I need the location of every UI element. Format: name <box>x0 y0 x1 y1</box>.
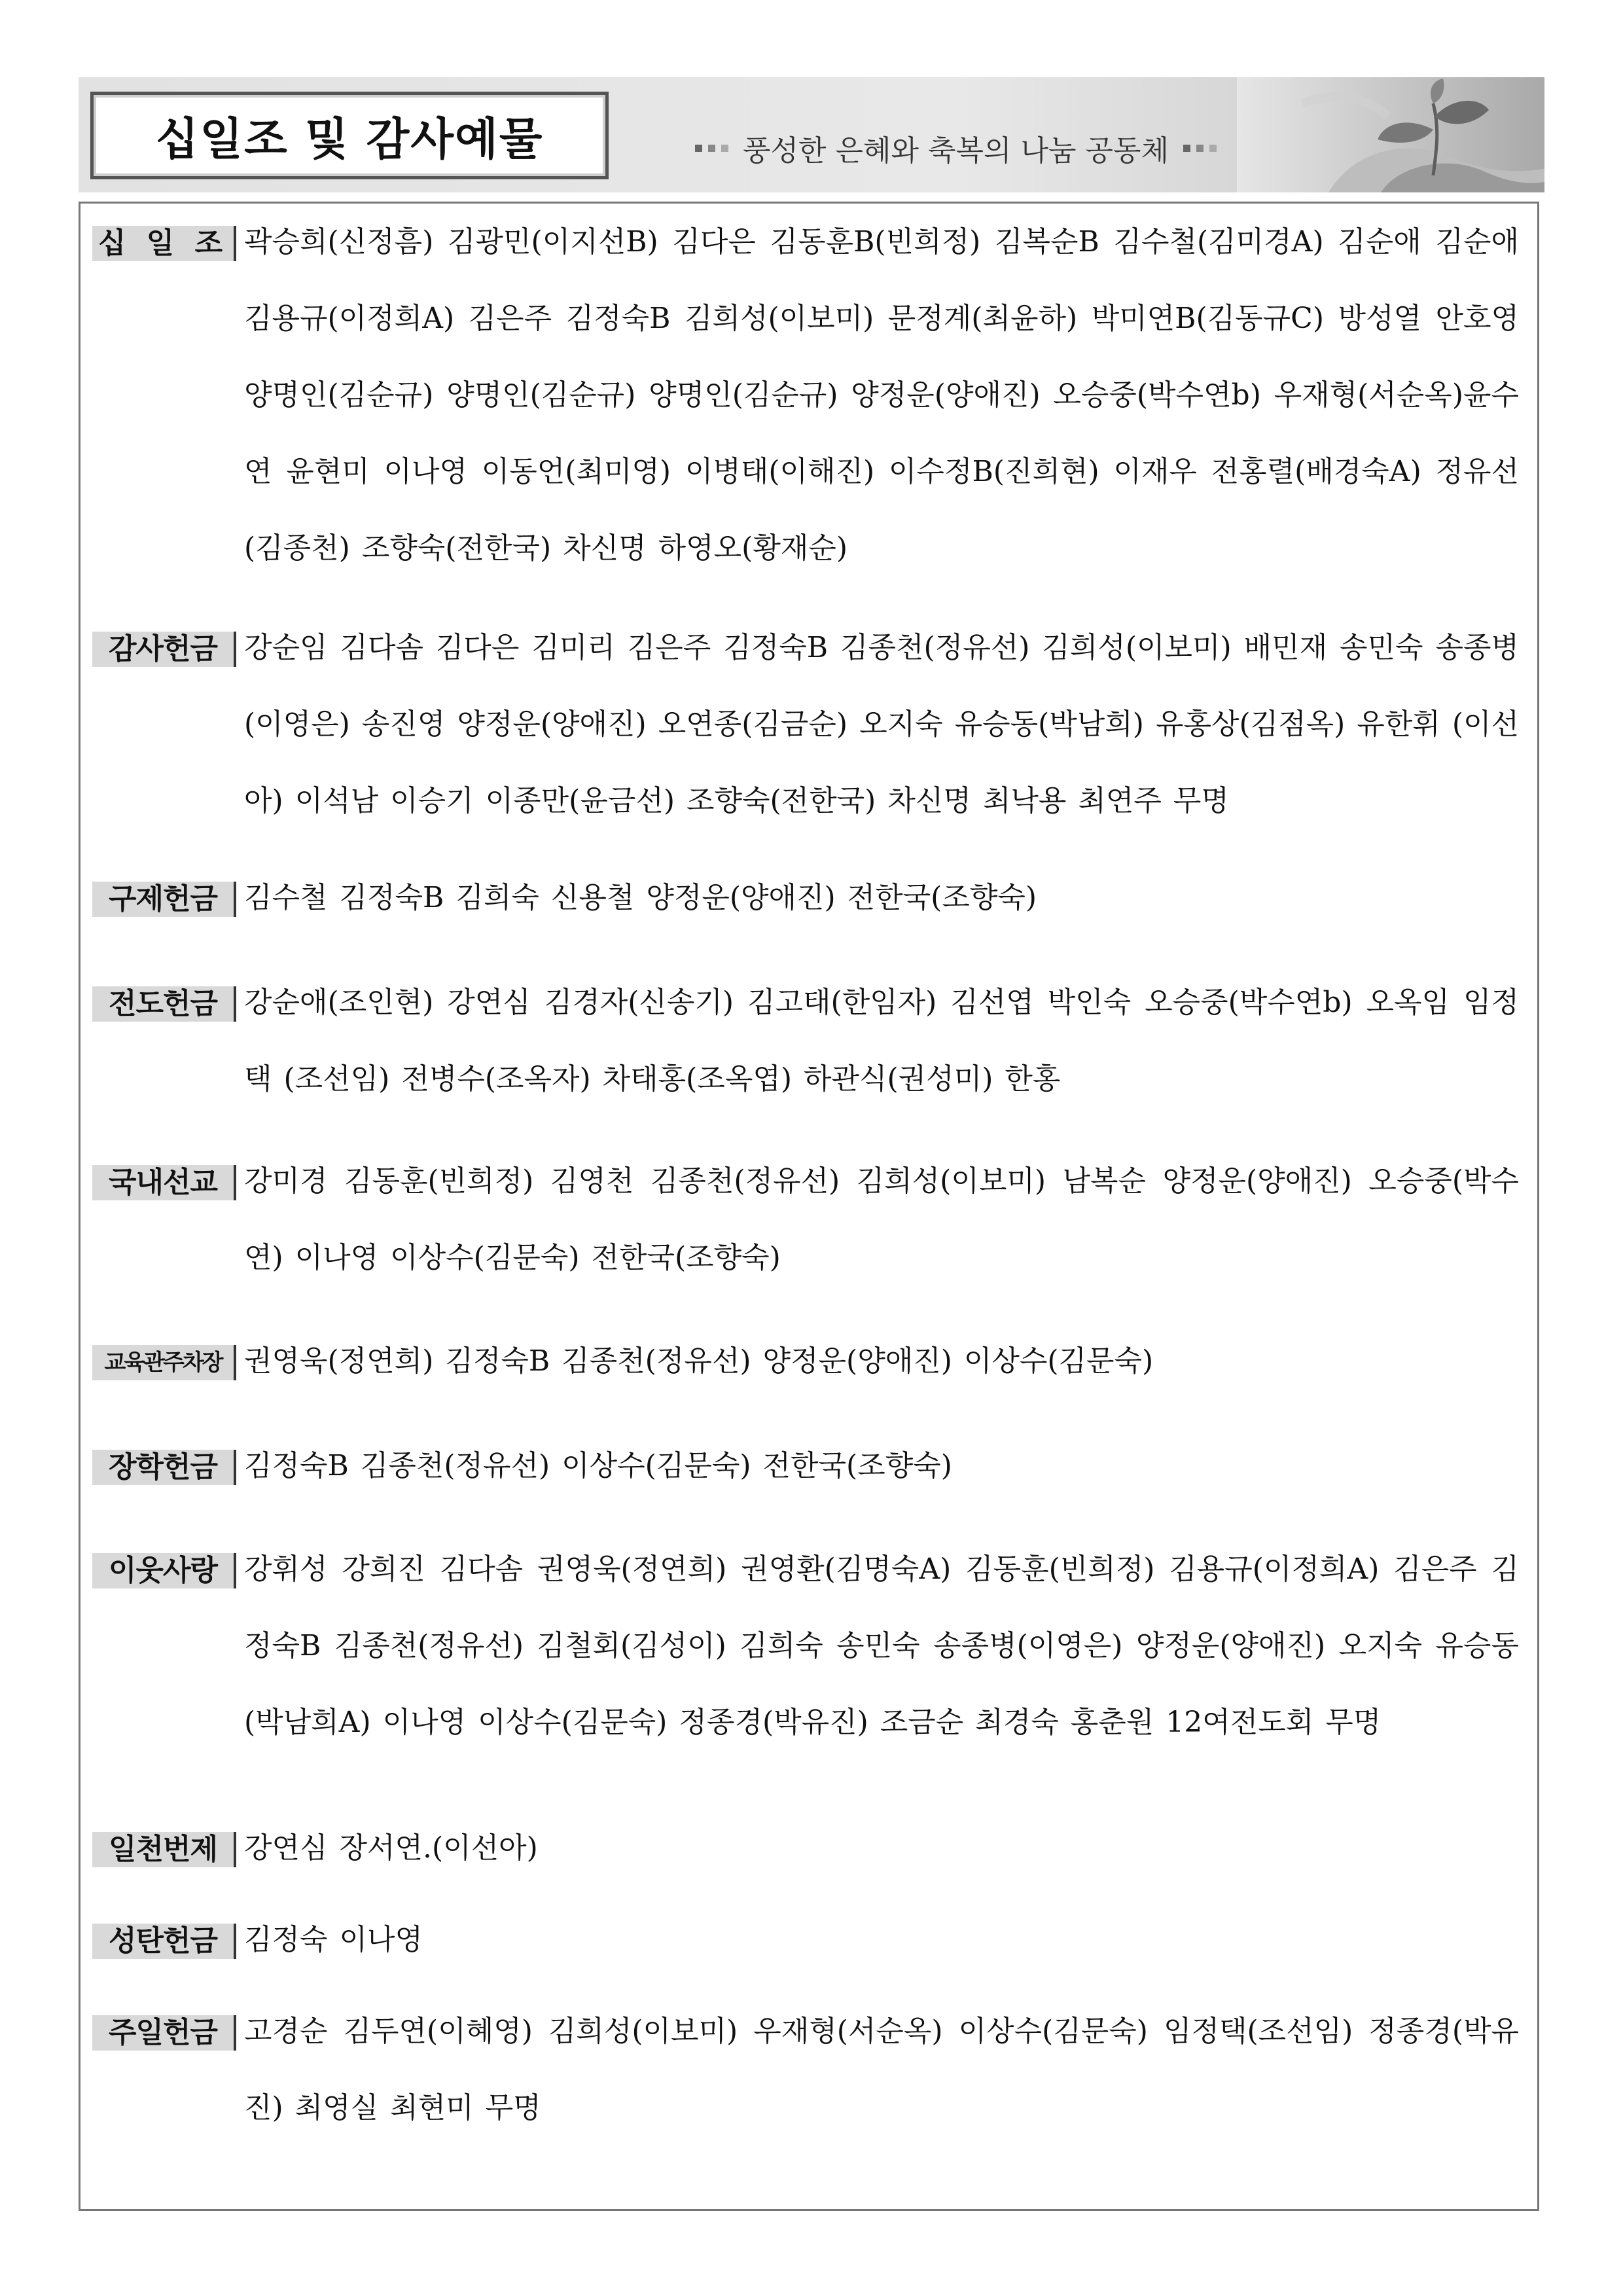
section-label: 주일헌금 <box>92 2015 236 2051</box>
section-label: 교육관주차장 <box>92 1345 236 1380</box>
section-scholarship <box>92 1442 1519 1518</box>
section-label: 장학헌금 <box>92 1450 236 1485</box>
section-label: 일천번제 <box>92 1832 236 1867</box>
section-label: 전도헌금 <box>92 986 236 1022</box>
section-thanks <box>92 624 1519 853</box>
section-relief <box>92 874 1519 950</box>
donor-names: 강휘성 강희진 김다솜 권영욱(정연희) 권영환(김명숙A) 김동훈(빈희정) 김용규(이정희A) 김은주 김정숙B 김종천(정유선) 김철회(김성이) 김희숙 송민숙 송종병(이영은) 양정운(양애진) 오지숙 유승동 (박남희A) 이나영 이상수(김문숙) 정종경(박유진) 조금순 최경숙 홍춘원 12여전도회 무명 <box>244 1552 1519 1739</box>
donor-names: 김정숙 이나영 <box>244 1923 423 1956</box>
donor-names: 강연심 장서연.(이선아) <box>244 1831 538 1865</box>
page-header <box>79 77 1544 192</box>
donor-names: 강순애(조인현) 강연심 김경자(신송기) 김고태(한임자) 김선엽 박인숙 오승중(박수연b) 오옥임 임정택 (조선임) 전병수(조옥자) 차태홍(조옥엽) 하관식(권성미) 한홍 <box>244 986 1519 1096</box>
section-label: 국내선교 <box>92 1165 236 1200</box>
title-box <box>90 92 609 179</box>
subtitle-area <box>681 128 1231 168</box>
sprout-hands-icon <box>1237 77 1544 192</box>
donor-names: 고경순 김두연(이혜영) 김희성(이보미) 우재형(서순옥) 이상수(김문숙) 임정택(조선임) 정종경(박유진) 최영실 최현미 무명 <box>244 2015 1519 2125</box>
section-label: 성탄헌금 <box>92 1924 236 1959</box>
donor-names: 강미경 김동훈(빈희정) 김영천 김종천(정유선) 김희성(이보미) 남복순 양정운(양애진) 오승중(박수연) 이나영 이상수(김문숙) 전한국(조향숙) <box>244 1164 1519 1274</box>
donor-names: 강순임 김다솜 김다은 김미리 김은주 김정숙B 김종천(정유선) 김희성(이보미) 배민재 송민숙 송종병 (이영은) 송진영 양정운(양애진) 오연종(김금순) 오지숙 유승동(박남희) 유홍상(김점옥) 유한휘 (이선아) 이석남 이승기 이종만(윤금선) 조향숙(전한국) 차신명 최낙용 최연주 무명 <box>244 631 1519 817</box>
page-subtitle: 풍성한 은혜와 축복의 나눔 공동체 <box>743 134 1169 168</box>
section-tithe <box>92 218 1519 601</box>
section-sunday <box>92 2007 1519 2161</box>
section-label: 감사헌금 <box>92 632 236 667</box>
section-label: 이웃사랑 <box>92 1553 236 1588</box>
section-domestic-mission <box>92 1157 1519 1310</box>
left-dots-icon <box>695 145 728 152</box>
section-neighbor-love <box>92 1545 1519 1775</box>
donor-names: 권영욱(정연희) 김정숙B 김종천(정유선) 양정운(양애진) 이상수(김문숙) <box>244 1344 1154 1378</box>
section-label: 구제헌금 <box>92 882 236 917</box>
offering-list <box>79 202 1539 2211</box>
section-thousand-offering <box>92 1824 1519 1901</box>
section-christmas <box>92 1916 1519 1992</box>
right-dots-icon <box>1183 145 1217 152</box>
donor-names: 김수철 김정숙B 김희숙 신용철 양정운(양애진) 전한국(조향숙) <box>244 881 1037 914</box>
section-education-parking <box>92 1337 1519 1414</box>
page-title: 십일조 및 감사예물 <box>155 113 544 166</box>
donor-names: 곽승희(신정흠) 김광민(이지선B) 김다은 김동훈B(빈희정) 김복순B 김수철(김미경A) 김순애 김순애 김용규(이정희A) 김은주 김정숙B 김희성(이보미) 문정계(최윤하) 박미연B(김동규C) 방성열 안호영 양명인(김순규) 양명인(김순규) 양명인(김순규) 양정운(양애진) 오승중(박수연b) 우재형(서순옥)윤수연 윤현미 이나영 이동언(최미영) 이병태(이해진) 이수정B(진희현) 이재우 전홍렬(배경숙A) 정유선 (김종천) 조향숙(전한국) 차신명 하영오(황재순) <box>244 225 1519 565</box>
section-label: 십 일 조 <box>92 226 236 261</box>
donor-names: 김정숙B 김종천(정유선) 이상수(김문숙) 전한국(조향숙) <box>244 1449 952 1482</box>
section-evangelism <box>92 978 1519 1132</box>
